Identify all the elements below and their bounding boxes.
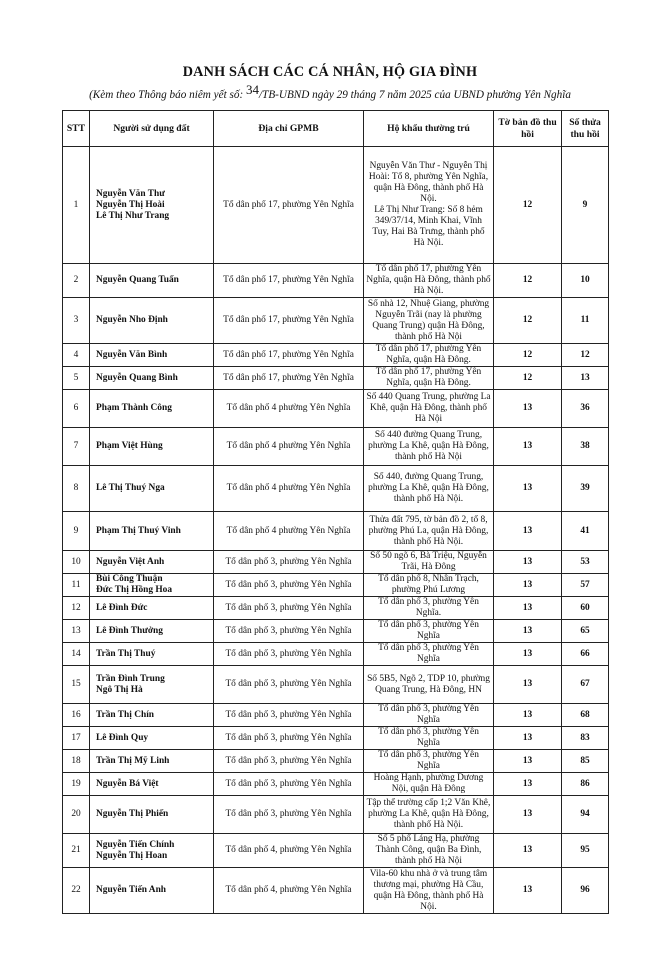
table-row (63, 428, 609, 466)
user-name: Đức Thị Hồng Hoa (96, 585, 173, 595)
cell-address: Tổ dân phố 17, phường Yên Nghĩa (214, 298, 364, 344)
cell-user-name (90, 466, 214, 512)
cell-address: Tổ dân phố 3, phường Yên Nghĩa (214, 620, 364, 643)
cell-plot: 95 (562, 834, 609, 868)
residence-text: Tổ dân phố 3, phường Yên Nghĩa (378, 620, 479, 641)
cell-plot: 38 (562, 428, 609, 466)
cell-address: Tổ dân phố 4, phường Yên Nghĩa (214, 868, 364, 914)
cell-residence (364, 512, 494, 551)
cell-stt: 1 (63, 147, 90, 264)
cell-address: Tổ dân phố 4 phường Yên Nghĩa (214, 466, 364, 512)
table-row (63, 868, 609, 914)
land-users-table (62, 110, 609, 914)
cell-plot: 12 (562, 344, 609, 367)
residence-text: Nguyễn Văn Thư - Nguyễn Thị Hoài: Tổ 8, phường Yên Nghĩa, quận Hà Đông, thành phố Hà Nội. (368, 161, 489, 204)
cell-residence (364, 773, 494, 796)
cell-stt: 11 (63, 574, 90, 597)
residence-text: Tổ dân phố 3, phường Yên Nghĩa (378, 727, 479, 748)
cell-user-name (90, 868, 214, 914)
cell-residence (364, 574, 494, 597)
cell-map-sheet: 13 (494, 512, 562, 551)
cell-plot: 9 (562, 147, 609, 264)
cell-address: Tổ dân phố 4 phường Yên Nghĩa (214, 512, 364, 551)
residence-text: Hoàng Hạnh, phường Dương Nội, quận Hà Đông (373, 773, 484, 794)
cell-residence (364, 147, 494, 264)
cell-map-sheet: 13 (494, 390, 562, 428)
cell-plot: 94 (562, 796, 609, 834)
cell-map-sheet: 13 (494, 620, 562, 643)
residence-text: Tổ dân phố 3, phường Yên Nghĩa. (378, 597, 479, 618)
cell-residence (364, 750, 494, 773)
cell-plot: 65 (562, 620, 609, 643)
table-row (63, 147, 609, 264)
cell-address: Tổ dân phố 3, phường Yên Nghĩa (214, 727, 364, 750)
cell-address: Tổ dân phố 3, phường Yên Nghĩa (214, 597, 364, 620)
residence-text: Lê Thị Như Trang: Số 8 hẻm 349/37/14, Minh Khai, Vĩnh Tuy, Hai Bà Trưng, thành phố Hà Nội. (372, 205, 485, 248)
cell-user-name (90, 390, 214, 428)
residence-text: Số 5 phố Láng Hạ, phường Thành Công, quận Ba Đình, thành phố Hà Nội (375, 834, 482, 866)
user-name: Nguyễn Nho Định (96, 315, 168, 325)
cell-address: Tổ dân phố 3, phường Yên Nghĩa (214, 796, 364, 834)
cell-stt: 6 (63, 390, 90, 428)
residence-text: Tổ dân phố 17, phường Yên Nghĩa, quận Hà Đông. (375, 344, 482, 365)
table-row (63, 750, 609, 773)
cell-plot: 66 (562, 643, 609, 666)
cell-address: Tổ dân phố 17, phường Yên Nghĩa (214, 367, 364, 390)
cell-user-name (90, 264, 214, 298)
cell-stt: 21 (63, 834, 90, 868)
user-name: Nguyễn Văn Thư (96, 188, 165, 199)
user-name: Nguyễn Thị Hoài (96, 199, 165, 210)
user-name: Bùi Công Thuận (96, 574, 163, 584)
cell-plot: 39 (562, 466, 609, 512)
cell-user-name (90, 344, 214, 367)
cell-stt: 22 (63, 868, 90, 914)
cell-user-name (90, 620, 214, 643)
residence-text: Tổ dân phố 3, phường Yên Nghĩa (378, 643, 479, 664)
residence-text: Số 5B5, Ngõ 2, TDP 10, phường Quang Trung, Hà Đông, HN (367, 673, 490, 695)
user-name: Lê Đình Thưởng (96, 625, 163, 636)
cell-user-name (90, 727, 214, 750)
header-stt: STT (63, 111, 90, 147)
document-subtitle (0, 82, 660, 102)
cell-residence (364, 868, 494, 914)
user-name: Lê Đình Đức (96, 602, 148, 613)
cell-residence (364, 551, 494, 574)
cell-plot: 85 (562, 750, 609, 773)
cell-stt: 12 (63, 597, 90, 620)
cell-user-name (90, 597, 214, 620)
residence-text: Số 50 ngõ 6, Bà Triệu, Nguyễn Trãi, Hà Đông (370, 551, 487, 572)
cell-map-sheet: 13 (494, 834, 562, 868)
cell-address: Tổ dân phố 4 phường Yên Nghĩa (214, 428, 364, 466)
user-name: Nguyễn Thị Hoan (96, 850, 168, 861)
cell-residence (364, 298, 494, 344)
table-row (63, 344, 609, 367)
user-name: Nguyễn Tiến Chính (96, 839, 175, 850)
cell-plot: 67 (562, 666, 609, 704)
cell-residence (364, 597, 494, 620)
cell-user-name (90, 428, 214, 466)
cell-user-name (90, 512, 214, 551)
table-row (63, 298, 609, 344)
cell-map-sheet: 12 (494, 367, 562, 390)
cell-stt: 4 (63, 344, 90, 367)
cell-stt: 2 (63, 264, 90, 298)
residence-text: Vila-60 khu nhà ở và trung tâm thương mại, phường Hà Cầu, quận Hà Đông, thành phố Hà Nội. (369, 868, 488, 912)
user-name: Trần Thị Chín (96, 709, 155, 720)
cell-map-sheet: 13 (494, 466, 562, 512)
user-name: Trần Thị Mỹ Linh (96, 755, 170, 766)
residence-text: Tổ dân phố 17, phường Yên Nghĩa, quận Hà Đông, thành phố Hà Nội. (366, 264, 491, 296)
cell-map-sheet: 13 (494, 428, 562, 466)
cell-plot: 83 (562, 727, 609, 750)
cell-user-name (90, 367, 214, 390)
residence-text: Tổ dân phố 3, phường Yên Nghĩa (378, 750, 479, 771)
cell-stt: 10 (63, 551, 90, 574)
cell-residence (364, 704, 494, 727)
cell-address: Tổ dân phố 3, phường Yên Nghĩa (214, 551, 364, 574)
cell-plot: 68 (562, 704, 609, 727)
cell-residence (364, 428, 494, 466)
table-row (63, 773, 609, 796)
user-name: Lê Thị Như Trang (96, 210, 170, 221)
cell-plot: 11 (562, 298, 609, 344)
cell-user-name (90, 147, 214, 264)
cell-stt: 18 (63, 750, 90, 773)
cell-address: Tổ dân phố 4, phường Yên Nghĩa (214, 834, 364, 868)
user-name: Nguyễn Văn Bình (96, 349, 168, 360)
notice-number: 34 (245, 82, 259, 97)
cell-stt: 7 (63, 428, 90, 466)
cell-address: Tổ dân phố 3, phường Yên Nghĩa (214, 773, 364, 796)
cell-address: Tổ dân phố 3, phường Yên Nghĩa (214, 574, 364, 597)
user-name: Trần Thị Thuý (96, 648, 156, 659)
cell-map-sheet: 12 (494, 298, 562, 344)
table-row (63, 727, 609, 750)
table-row (63, 466, 609, 512)
cell-map-sheet: 13 (494, 868, 562, 914)
cell-stt: 15 (63, 666, 90, 704)
cell-plot: 57 (562, 574, 609, 597)
table-row (63, 264, 609, 298)
cell-user-name (90, 551, 214, 574)
cell-stt: 16 (63, 704, 90, 727)
cell-residence (364, 367, 494, 390)
table-row (63, 666, 609, 704)
cell-address: Tổ dân phố 3, phường Yên Nghĩa (214, 750, 364, 773)
user-name: Nguyễn Bá Việt (96, 778, 159, 789)
cell-map-sheet: 13 (494, 643, 562, 666)
cell-plot: 13 (562, 367, 609, 390)
user-name: Lê Thị Thuý Nga (96, 483, 165, 493)
table-row (63, 574, 609, 597)
header-address: Địa chỉ GPMB (214, 111, 364, 147)
table-header-row (63, 111, 609, 147)
user-name: Nguyễn Quang Tuấn (96, 275, 179, 285)
table-row (63, 390, 609, 428)
table-row (63, 597, 609, 620)
cell-stt: 19 (63, 773, 90, 796)
cell-residence (364, 834, 494, 868)
residence-text: Thửa đất 795, tờ bản đồ 2, tổ 8, phường Phú La, quận Hà Đông, thành phố Hà Nội. (368, 514, 489, 547)
cell-residence (364, 264, 494, 298)
cell-map-sheet: 13 (494, 574, 562, 597)
cell-stt: 3 (63, 298, 90, 344)
cell-map-sheet: 13 (494, 750, 562, 773)
cell-user-name (90, 750, 214, 773)
table-row (63, 620, 609, 643)
cell-map-sheet: 13 (494, 551, 562, 574)
table-row (63, 551, 609, 574)
user-name: Nguyễn Quang Bình (96, 372, 178, 383)
residence-text: Số 440, đường Quang Trung, phường La Khê, quận Hà Đông, thành phố Hà Nội. (368, 472, 489, 504)
residence-text: Tổ dân phố 17, phường Yên Nghĩa, quận Hà Đông. (375, 367, 482, 388)
residence-text: Tập thể trường cấp 1;2 Văn Khê, phường La Khê, quận Hà Đông, thành phố Hà Nội. (366, 798, 491, 830)
header-map-sheet: Tờ bản đồ thu hồi (494, 111, 562, 147)
cell-residence (364, 344, 494, 367)
document-title: DANH SÁCH CÁC CÁ NHÂN, HỘ GIA ĐÌNH (182, 64, 478, 80)
cell-plot: 60 (562, 597, 609, 620)
table-row (63, 704, 609, 727)
header-user: Người sử dụng đất (90, 111, 214, 147)
cell-residence (364, 666, 494, 704)
user-name: Phạm Thành Công (96, 403, 172, 413)
cell-user-name (90, 773, 214, 796)
header-plot: Số thửa thu hồi (562, 111, 609, 147)
header-residence: Hộ khẩu thường trú (364, 111, 494, 147)
cell-user-name (90, 643, 214, 666)
cell-user-name (90, 666, 214, 704)
residence-text: Số nhà 12, Nhuệ Giang, phường Nguyễn Trãi (nay là phường Quang Trung) quận Hà Đông, thành phố Hà Nội (367, 298, 490, 342)
user-name: Nguyễn Thị Phiến (96, 809, 169, 819)
cell-plot: 10 (562, 264, 609, 298)
cell-plot: 96 (562, 868, 609, 914)
cell-address: Tổ dân phố 17, phường Yên Nghĩa (214, 264, 364, 298)
cell-address: Tổ dân phố 17, phường Yên Nghĩa (214, 344, 364, 367)
cell-residence (364, 796, 494, 834)
cell-plot: 53 (562, 551, 609, 574)
table-row (63, 834, 609, 868)
user-name: Lê Đình Quy (96, 732, 149, 743)
cell-stt: 9 (63, 512, 90, 551)
cell-user-name (90, 298, 214, 344)
user-name: Phạm Việt Hùng (96, 441, 163, 451)
table-row (63, 367, 609, 390)
cell-stt: 5 (63, 367, 90, 390)
cell-address: Tổ dân phố 3, phường Yên Nghĩa (214, 643, 364, 666)
cell-residence (364, 643, 494, 666)
residence-text: Số 440 Quang Trung, phường La Khê, quận Hà Đông, thành phố Hà Nội (366, 392, 491, 424)
cell-map-sheet: 12 (494, 147, 562, 264)
table-row (63, 643, 609, 666)
user-name: Ngô Thị Hà (96, 684, 143, 695)
cell-map-sheet: 13 (494, 704, 562, 727)
cell-address: Tổ dân phố 17, phường Yên Nghĩa (214, 147, 364, 264)
cell-map-sheet: 13 (494, 796, 562, 834)
subtitle-prefix: (Kèm theo Thông báo niêm yết số: (89, 89, 244, 101)
residence-text: Tổ dân phố 3, phường Yên Nghĩa (378, 704, 479, 725)
cell-stt: 13 (63, 620, 90, 643)
cell-residence (364, 390, 494, 428)
cell-address: Tổ dân phố 3, phường Yên Nghĩa (214, 666, 364, 704)
cell-map-sheet: 12 (494, 264, 562, 298)
user-name: Phạm Thị Thuý Vinh (96, 525, 181, 536)
cell-residence (364, 620, 494, 643)
user-name: Nguyễn Tiến Anh (96, 885, 166, 895)
cell-map-sheet: 13 (494, 597, 562, 620)
cell-residence (364, 727, 494, 750)
cell-user-name (90, 834, 214, 868)
cell-residence (364, 466, 494, 512)
cell-address: Tổ dân phố 4 phường Yên Nghĩa (214, 390, 364, 428)
cell-stt: 14 (63, 643, 90, 666)
cell-user-name (90, 704, 214, 727)
table-row (63, 796, 609, 834)
cell-map-sheet: 13 (494, 773, 562, 796)
residence-text: Tổ dân phố 8, Nhân Trạch, phường Phú Lương (378, 574, 479, 595)
residence-text: Số 440 đường Quang Trung, phường La Khê, quận Hà Đông, thành phố Hà Nội (368, 430, 489, 462)
table-row (63, 512, 609, 551)
cell-address: Tổ dân phố 3, phường Yên Nghĩa (214, 704, 364, 727)
user-name: Trần Đình Trung (96, 673, 165, 684)
cell-user-name (90, 796, 214, 834)
cell-user-name (90, 574, 214, 597)
cell-plot: 36 (562, 390, 609, 428)
cell-map-sheet: 13 (494, 666, 562, 704)
cell-map-sheet: 12 (494, 344, 562, 367)
user-name: Nguyễn Việt Anh (96, 556, 165, 567)
cell-stt: 20 (63, 796, 90, 834)
cell-plot: 41 (562, 512, 609, 551)
cell-map-sheet: 13 (494, 727, 562, 750)
cell-plot: 86 (562, 773, 609, 796)
subtitle-suffix: /TB-UBND ngày 29 tháng 7 năm 2025 của UBND phường Yên Nghĩa (258, 89, 571, 101)
cell-stt: 8 (63, 466, 90, 512)
cell-stt: 17 (63, 727, 90, 750)
table-body (63, 147, 609, 914)
